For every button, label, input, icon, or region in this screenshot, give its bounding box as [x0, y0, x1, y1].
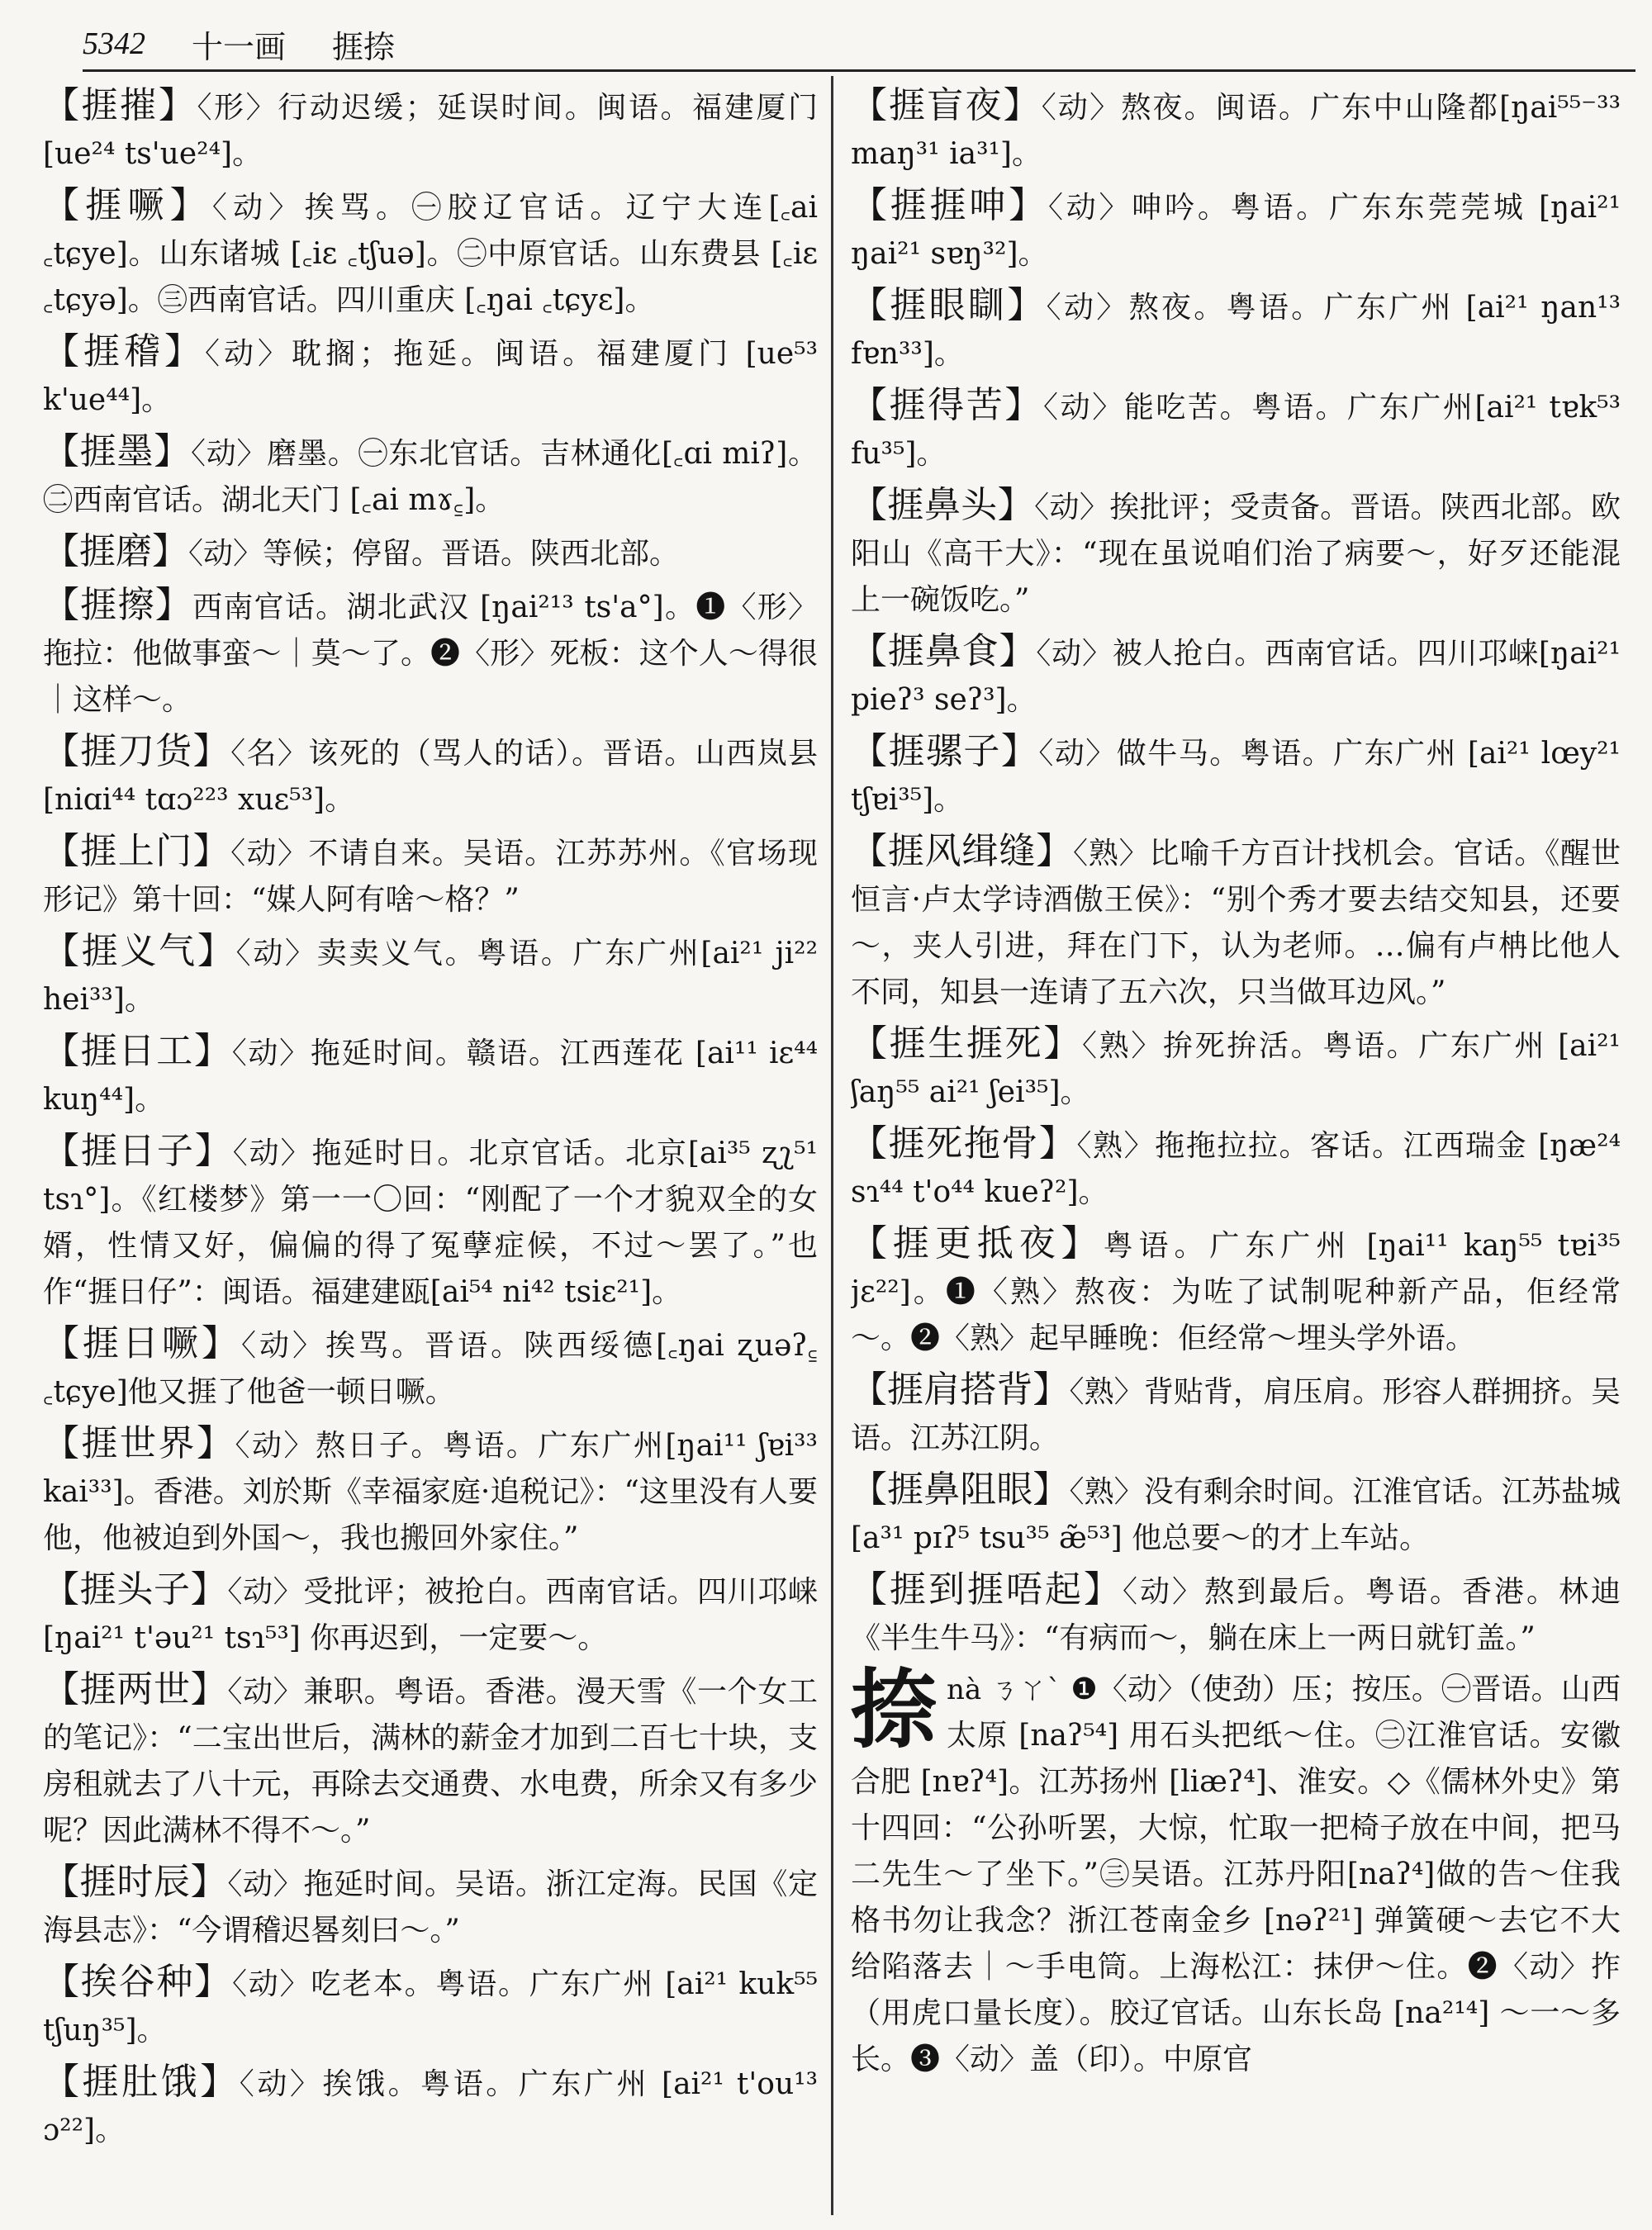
definition: 〈熟〉拖拖拉拉。客话。江西瑞金 [ŋæ²⁴ sɿ⁴⁴ t'o⁴⁴ kueʔ²]。	[851, 1129, 1621, 1209]
headword: 【捱擦】	[43, 584, 193, 626]
headword: 【捱骡子】	[851, 730, 1039, 772]
entry	[43, 828, 818, 923]
definition: 〈动〉受批评；被抢白。西南官话。四川邛崃 [ŋai²¹ t'əu²¹ tsɿ⁵³] 你再迟到，一定要～。	[43, 1575, 818, 1655]
entry	[851, 1221, 1621, 1362]
entry	[43, 1128, 818, 1316]
definition: 〈动〉挨骂。晋语。陕西绥德[꜀ŋai ʐuəʔ꜁ ꜀tɕye]他又捱了他爸一顿日噘。	[43, 1329, 818, 1409]
entry	[43, 1567, 818, 1662]
definition: 〈动〉拖延时间。赣语。江西莲花 [ai¹¹ iɛ⁴⁴ kuŋ⁴⁴]。	[43, 1037, 818, 1117]
entry	[43, 1321, 818, 1416]
entry	[43, 329, 818, 424]
headword: 【捱盲夜】	[851, 84, 1042, 126]
entry	[43, 1028, 818, 1123]
headword: 【挨谷种】	[43, 1961, 232, 2003]
definition: 〈动〉熬日子。粤语。广东广州[ŋai¹¹ ʃɐi³³ kai³³]。香港。刘於斯《幸福家庭·追税记》：“这里没有人要他，他被迫到外国～，我也搬回外家住。”	[43, 1429, 818, 1555]
page-number: 5342	[83, 26, 145, 61]
page-header	[83, 18, 1635, 69]
headword: 【捱到捱唔起】	[851, 1568, 1123, 1611]
big-headword-char: 捺	[851, 1658, 938, 1760]
definition: 〈动〉等候；停留。晋语。陕西北部。	[188, 537, 680, 571]
definition: 〈动〉拖延时日。北京官话。北京[ai³⁵ ʐʅ⁵¹ tsɿ°]。《红楼梦》第一一〇回：“刚配了一个才貌双全的女婿，性情又好，偏偏的得了冤孽症候，不过～罢了。”也作“捱日仔”：闽语。福建建瓯[ai⁵⁴ ni⁴² tsiɛ²¹]。	[43, 1136, 818, 1309]
column-divider	[831, 76, 833, 2215]
definition: 〈动〉熬夜。闽语。广东中山隆都[ŋai⁵⁵⁻³³ maŋ³¹ ia³¹]。	[851, 91, 1621, 171]
entry	[43, 728, 818, 823]
definition: 〈动〉磨墨。㊀东北官话。吉林通化[꜀ɑi miʔ]。㊁西南官话。湖北天门 [꜀ai mɤ꜁]。	[43, 437, 818, 517]
definition: 〈动〉熬到最后。粤语。香港。林迪《半生牛马》：“有病而～，躺在床上一两日就钉盖。”	[851, 1575, 1621, 1655]
headword: 【捱头子】	[43, 1568, 228, 1611]
definition: 〈动〉熬夜。粤语。广东广州 [ai²¹ ŋan¹³ fɐn³³]。	[851, 291, 1621, 371]
entry	[851, 1367, 1621, 1462]
headword: 【捱墨】	[43, 430, 191, 472]
entry	[43, 1421, 818, 1562]
entry	[851, 1567, 1621, 1662]
headword: 【捱得苦】	[851, 384, 1044, 426]
definition: 〈熟〉没有剩余时间。江淮官话。江苏盐城[a³¹ pɪʔ⁵ tsu³⁵ æ̃⁵³] 他总要～的才上车站。	[851, 1475, 1621, 1555]
definition: 〈动〉呻吟。粤语。广东东莞莞城 [ŋai²¹ ŋai²¹ sɐŋ³²]。	[851, 191, 1621, 271]
definition: 〈动〉做牛马。粤语。广东广州 [ai²¹ lœy²¹ tʃɐi³⁵]。	[851, 737, 1621, 817]
headword: 【捱更抵夜】	[851, 1222, 1104, 1264]
entry	[43, 429, 818, 524]
headword: 【捱日子】	[43, 1130, 233, 1172]
entry	[851, 629, 1621, 724]
entry	[851, 828, 1621, 1016]
section-label: 十一画	[192, 28, 287, 65]
headword: 【捱噘】	[43, 184, 212, 226]
entry	[851, 482, 1621, 624]
definition: 〈动〉能吃苦。粤语。广东广州[ai²¹ tɐk⁵³ fu³⁵]。	[851, 391, 1621, 471]
entry	[43, 1859, 818, 1954]
definition: 〈动〉被人抢白。西南官话。四川邛崃[ŋai²¹ pieʔ³ seʔ³]。	[851, 637, 1621, 717]
definition: 〈熟〉比喻千方百计找机会。官话。《醒世恒言·卢太学诗酒傲王侯》：“别个秀才要去结交知县，还要～，夹人引进，拜在门下，认为老师。…偏有卢柟比他人不同，知县一连请了五六次，只当做耳边风。”	[851, 837, 1621, 1009]
right-column	[851, 83, 1621, 2222]
entry	[43, 1667, 818, 1854]
headword: 【捱世界】	[43, 1422, 235, 1464]
entry	[851, 1021, 1621, 1116]
entry	[851, 1467, 1621, 1562]
definition: 〈动〉挨饿。粤语。广东广州 [ai²¹ t'ou¹³ ɔ²²]。	[43, 2067, 818, 2147]
definition: 〈动〉耽搁；拖延。闽语。福建厦门 [ue⁵³ k'ue⁴⁴]。	[43, 337, 818, 417]
entry	[851, 728, 1621, 823]
entry	[851, 83, 1621, 178]
entry	[43, 928, 818, 1023]
definition: 粤语。广东广州 [ŋai¹¹ kaŋ⁵⁵ tɐi³⁵ jɛ²²]。❶〈熟〉熬夜：为咗了试制呢种新产品，佢经常～。❷〈熟〉起早睡晚：佢经常～埋头学外语。	[851, 1229, 1621, 1355]
headword: 【捱肚饿】	[43, 2061, 240, 2103]
definition: 〈名〉该死的（骂人的话）。晋语。山西岚县 [niɑi⁴⁴ tɑɔ²²³ xuɛ⁵³]。	[43, 737, 818, 817]
definition: 〈动〉兼职。粤语。香港。漫天雪《一个女工的笔记》：“二宝出世后，满林的薪金才加到二百七十块，支房租就去了八十元，再除去交通费、水电费，所余又有多少呢？因此满林不得不～。”	[43, 1675, 818, 1848]
entry	[43, 1959, 818, 2054]
pronunciation: nà ㄋㄚˋ	[947, 1673, 1061, 1706]
char-entry-na	[851, 1658, 1621, 2083]
left-column	[43, 83, 818, 2222]
headword: 【捱日噘】	[43, 1322, 242, 1364]
definition: 西南官话。湖北武汉 [ŋai²¹³ ts'a°]。❶〈形〉拖拉：他做事蛮～｜莫～了。❷〈形〉死板：这个人～得很｜这样～。	[43, 591, 818, 717]
definition: ❶〈动〉（使劲）压；按压。㊀晋语。山西太原 [naʔ⁵⁴] 用石头把纸～住。㊁江淮官话。安徽合肥 [nɐʔ⁴]。江苏扬州 [liæʔ⁴]、淮安。◇《儒林外史》第十四回：“公孙听罢，大惊，忙取一把椅子放在中间，把马二先生～了坐下。”㊂吴语。江苏丹阳[naʔ⁴]做的告～住我格书勿让我念？浙江苍南金乡 [nəʔ²¹] 弹簧硬～去它不大给陷落去｜～手电筒。上海松江：抹伊～住。❷〈动〉拃（用虎口量长度）。胶辽官话。山东长岛 [na²¹⁴] ～一～多长。❸〈动〉盖（印）。中原官	[851, 1672, 1621, 2076]
entry	[851, 183, 1621, 278]
entry	[43, 83, 818, 178]
definition: 〈动〉拖延时间。吴语。浙江定海。民国《定海县志》：“今谓稽迟晷刻曰～。”	[43, 1867, 818, 1948]
definition: 〈熟〉背贴背，肩压肩。形容人群拥挤。吴语。江苏江阴。	[851, 1375, 1621, 1455]
entry	[851, 1121, 1621, 1216]
definition: 〈动〉卖卖义气。粤语。广东广州[ai²¹ ji²² hei³³]。	[43, 937, 818, 1017]
headword: 【捱摧】	[43, 84, 197, 126]
definition: 〈熟〉拚死拚活。粤语。广东广州 [ai²¹ ʃaŋ⁵⁵ ai²¹ ʃei³⁵]。	[851, 1029, 1621, 1109]
headword: 【捱两世】	[43, 1668, 228, 1710]
definition: 〈形〉行动迟缓；延误时间。闽语。福建厦门 [ue²⁴ ts'ue²⁴]。	[43, 91, 818, 171]
header-rule	[83, 69, 1635, 72]
headword: 【捱风缉缝】	[851, 830, 1073, 872]
entry	[43, 582, 818, 724]
definition: 〈动〉不请自来。吴语。江苏苏州。《官场现形记》第十回：“媒人阿有啥～格？”	[43, 837, 818, 917]
entry	[43, 183, 818, 324]
headword: 【捱眼瞓】	[851, 284, 1047, 326]
definition: 〈动〉吃老本。粤语。广东广州 [ai²¹ kuk⁵⁵ tʃuŋ³⁵]。	[43, 1967, 818, 2047]
header-chars: 捱捺	[332, 28, 396, 65]
headword: 【捱刀货】	[43, 730, 231, 772]
definition: 〈动〉挨批评；受责备。晋语。陕西北部。欧阳山《高干大》：“现在虽说咱们治了病要～，好歹还能混上一碗饭吃。”	[851, 491, 1621, 617]
definition: 〈动〉挨骂。㊀胶辽官话。辽宁大连[꜀ai ꜀tɕye]。山东诸城 [꜀iɛ ꜀tʃuə]。㊁中原官话。山东费县 [꜀iɛ ꜀tɕyə]。㊂西南官话。四川重庆 [꜀ŋai ꜀tɕyɛ]。	[43, 191, 818, 317]
entry	[851, 282, 1621, 377]
entry	[43, 2059, 818, 2154]
headword: 【捱稽】	[43, 330, 206, 372]
headword: 【捱生捱死】	[851, 1022, 1082, 1065]
entry	[851, 382, 1621, 477]
headword: 【捱义气】	[43, 930, 236, 972]
headword: 【捱捱呻】	[851, 184, 1048, 226]
headword: 【捱鼻头】	[851, 484, 1035, 526]
headword: 【捱死拖骨】	[851, 1122, 1077, 1165]
headword: 【捱时辰】	[43, 1861, 228, 1903]
headword: 【捱鼻阻眼】	[851, 1468, 1070, 1511]
headword: 【捱磨】	[43, 530, 188, 572]
headword: 【捱鼻食】	[851, 630, 1037, 672]
headword: 【捱肩搭背】	[851, 1369, 1070, 1411]
headword: 【捱日工】	[43, 1030, 232, 1072]
headword: 【捱上门】	[43, 830, 231, 872]
entry	[43, 529, 818, 577]
